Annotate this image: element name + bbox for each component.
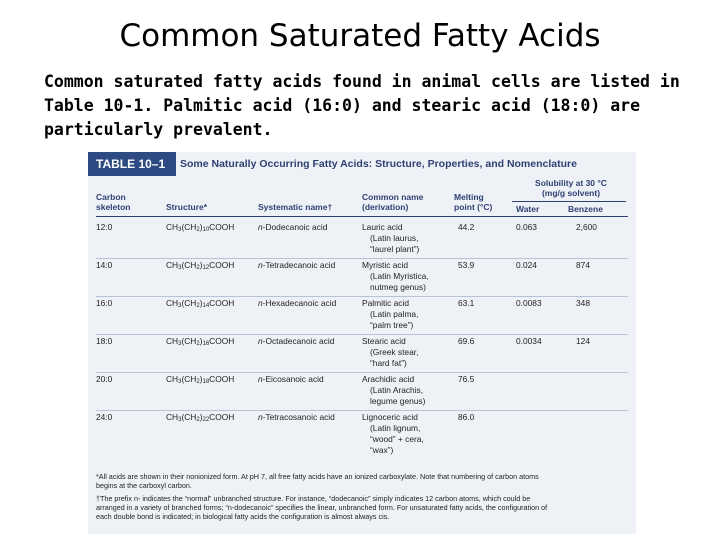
cell-systematic-name: n-Eicosanoic acid bbox=[258, 374, 324, 384]
cell-systematic-name: n-Octadecanoic acid bbox=[258, 336, 335, 346]
cell-common-name: Stearic acid (Greek stear, “hard fat”) bbox=[362, 336, 419, 368]
table-header-bar bbox=[88, 152, 636, 176]
cell-systematic-name: n-Tetradecanoic acid bbox=[258, 260, 336, 270]
cell-systematic-name: n-Hexadecanoic acid bbox=[258, 298, 337, 308]
cell-common-name: Lignoceric acid (Latin lignum, “wood” + cera, “wax”) bbox=[362, 412, 424, 455]
row-divider bbox=[96, 258, 628, 259]
cell-common-name: Lauric acid (Latin laurus, “laurel plant”) bbox=[362, 222, 420, 254]
cell-melting-point: 76.5 bbox=[458, 374, 475, 384]
cell-water-solubility: 0.024 bbox=[516, 260, 537, 270]
cell-benzene-solubility: 348 bbox=[576, 298, 590, 308]
cell-water-solubility: 0.0083 bbox=[516, 298, 542, 308]
solubility-underline bbox=[512, 201, 626, 202]
cell-structure: $CH_3(CH_2)_{16}COOH$ bbox=[166, 336, 235, 347]
header-solubility: Solubility at 30 °C (mg/g solvent) bbox=[535, 178, 607, 198]
header-systematic-name: Systematic name† bbox=[258, 202, 333, 212]
header-melting-point: Melting point (°C) bbox=[454, 192, 493, 212]
header-carbon-skeleton: Carbon skeleton bbox=[96, 192, 131, 212]
header-common-name: Common name (derivation) bbox=[362, 192, 424, 212]
table-grid bbox=[88, 176, 636, 466]
cell-melting-point: 44.2 bbox=[458, 222, 475, 232]
cell-melting-point: 63.1 bbox=[458, 298, 475, 308]
cell-systematic-name: n-Tetracosanoic acid bbox=[258, 412, 335, 422]
cell-water-solubility: 0.0034 bbox=[516, 336, 542, 346]
footnote-1: *All acids are shown in their nonionized form. At pH 7, all free fatty acids have an ionized carboxylate. Note that numbering of carbon atoms begins at the carboxyl carbon. bbox=[96, 472, 539, 490]
cell-melting-point: 53.9 bbox=[458, 260, 475, 270]
cell-carbon-skeleton: 18:0 bbox=[96, 336, 113, 346]
cell-structure: $CH_3(CH_2)_{10}COOH$ bbox=[166, 222, 235, 233]
cell-carbon-skeleton: 14:0 bbox=[96, 260, 113, 270]
cell-common-name: Palmitic acid (Latin palma, “palm tree”) bbox=[362, 298, 419, 330]
header-benzene: Benzene bbox=[568, 204, 603, 214]
cell-benzene-solubility: 2,600 bbox=[576, 222, 597, 232]
row-divider bbox=[96, 296, 628, 297]
cell-carbon-skeleton: 16:0 bbox=[96, 298, 113, 308]
cell-carbon-skeleton: 24:0 bbox=[96, 412, 113, 422]
cell-carbon-skeleton: 12:0 bbox=[96, 222, 113, 232]
fatty-acids-table bbox=[88, 152, 636, 534]
row-divider bbox=[96, 410, 628, 411]
cell-common-name: Arachidic acid (Latin Arachis, legume genus) bbox=[362, 374, 426, 406]
slide-title: Common Saturated Fatty Acids bbox=[119, 18, 601, 54]
table-caption: Some Naturally Occurring Fatty Acids: Structure, Properties, and Nomenclature bbox=[180, 152, 636, 176]
header-structure: Structure* bbox=[166, 202, 208, 212]
cell-carbon-skeleton: 20:0 bbox=[96, 374, 113, 384]
cell-systematic-name: n-Dodecanoic acid bbox=[258, 222, 328, 232]
row-divider bbox=[96, 334, 628, 335]
cell-water-solubility: 0.063 bbox=[516, 222, 537, 232]
cell-benzene-solubility: 124 bbox=[576, 336, 590, 346]
cell-benzene-solubility: 874 bbox=[576, 260, 590, 270]
cell-structure: $CH_3(CH_2)_{22}COOH$ bbox=[166, 412, 235, 423]
cell-melting-point: 69.6 bbox=[458, 336, 475, 346]
row-divider bbox=[96, 372, 628, 373]
slide-body-text: Common saturated fatty acids found in animal cells are listed in Table 10-1. Palmitic acid (16:0) and stearic acid (18:0) are particularly prevalent. bbox=[44, 72, 680, 139]
cell-structure: $CH_3(CH_2)_{14}COOH$ bbox=[166, 298, 235, 309]
cell-structure: $CH_3(CH_2)_{12}COOH$ bbox=[166, 260, 235, 271]
header-divider bbox=[96, 216, 628, 217]
header-water: Water bbox=[516, 204, 540, 214]
table-number-badge: TABLE 10–1 bbox=[88, 152, 176, 176]
cell-structure: $CH_3(CH_2)_{18}COOH$ bbox=[166, 374, 235, 385]
cell-melting-point: 86.0 bbox=[458, 412, 475, 422]
footnote-2: †The prefix n- indicates the “normal” unbranched structure. For instance, “dodecanoic” simply indicates 12 carbon atoms, which could be arranged in a variety of branched forms; “n-dodecanoic” specifies the linear, unbranched form. For unsaturated fatty acids, the configuration of each double bond is indicated; in biological fatty acids the configuration is almost always cis. bbox=[96, 494, 548, 521]
cell-common-name: Myristic acid (Latin Myristica, nutmeg genus) bbox=[362, 260, 429, 292]
